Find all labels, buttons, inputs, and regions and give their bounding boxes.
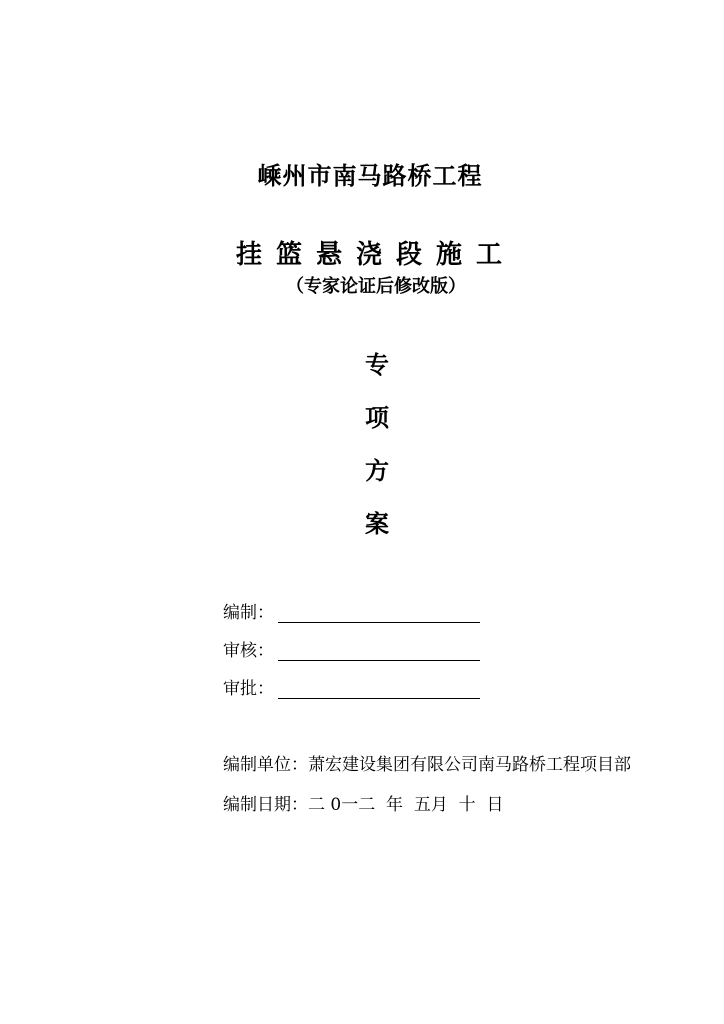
vertical-title-char-4: 案	[365, 509, 389, 538]
approve-signature-line	[278, 682, 480, 699]
approve-signature-row	[223, 674, 480, 699]
compile-signature-line	[278, 606, 480, 623]
approve-label: 审批：	[223, 679, 274, 699]
review-label: 审核：	[223, 641, 274, 661]
compile-date-value: 二 0一二 年 五月 十 日	[308, 795, 504, 815]
compile-date-label: 编制日期：	[223, 795, 308, 815]
compile-label: 编制：	[223, 603, 274, 623]
compile-unit-label: 编制单位：	[223, 755, 308, 775]
review-signature-row	[223, 636, 480, 661]
vertical-title-char-3: 方	[365, 456, 389, 485]
project-title: 嵊州市南马路桥工程	[257, 161, 483, 190]
revision-note: （专家论证后修改版）	[286, 276, 466, 297]
review-signature-line	[278, 644, 480, 661]
vertical-title-char-2: 项	[365, 403, 389, 432]
compile-unit-value: 萧宏建设集团有限公司南马路桥工程项目部	[308, 755, 631, 775]
compile-unit-row	[223, 750, 631, 775]
vertical-title-char-1: 专	[365, 350, 389, 379]
compile-signature-row	[223, 598, 480, 623]
compile-date-row	[223, 790, 503, 815]
document-title: 挂篮悬浇段施工	[235, 240, 516, 270]
